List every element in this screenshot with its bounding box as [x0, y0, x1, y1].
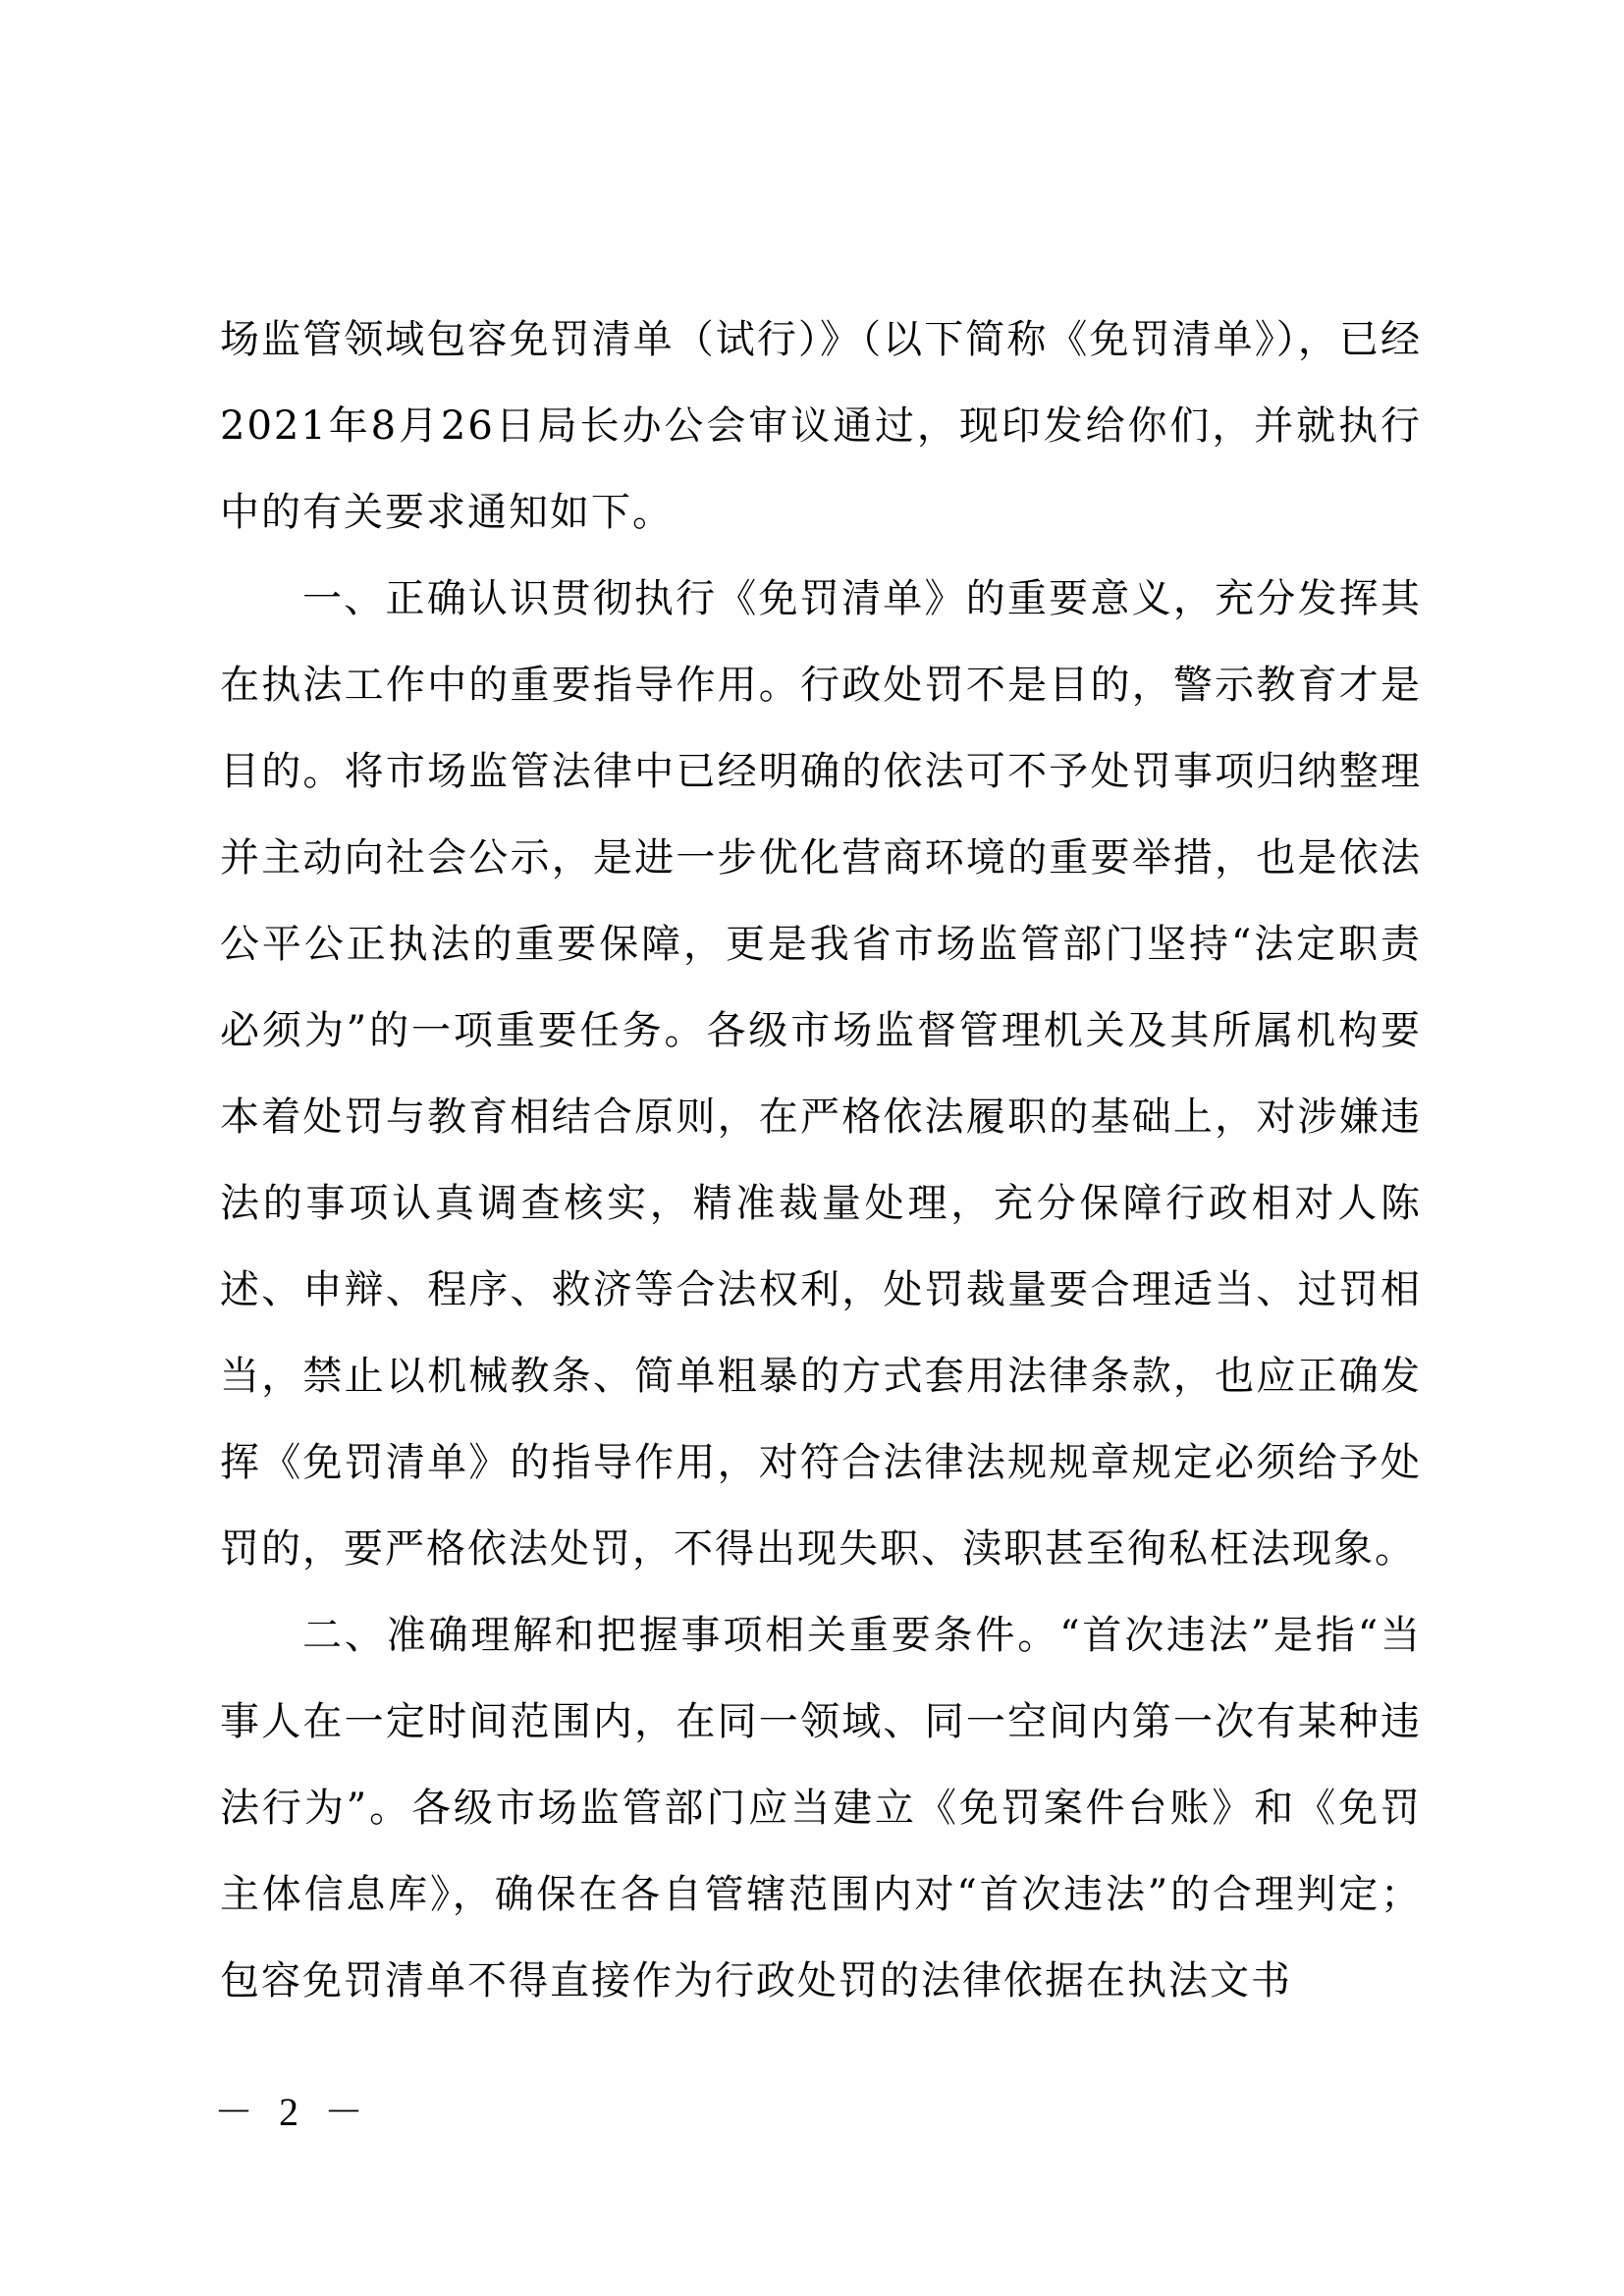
document-body — [220, 296, 1422, 2024]
paragraph-section-one: 一、正确认识贯彻执行《免罚清单》的重要意义，充分发挥其在执法工作中的重要指导作用。行政处罚不是目的，警示教育才是目的。将市场监管法律中已经明确的依法可不予处罚事项归纳整理并主动向社会公示，是进一步优化营商环境的重要举措，也是依法公平公正执法的重要保障，更是我省市场监管部门坚持“法定职责必须为”的一项重要任务。各级市场监督管理机关及其所属机构要本着处罚与教育相结合原则，在严格依法履职的基础上，对涉嫌违法的事项认真调查核实，精准裁量处理，充分保障行政相对人陈述、申辩、程序、救济等合法权利，处罚裁量要合理适当、过罚相当，禁止以机械教条、简单粗暴的方式套用法律条款，也应正确发挥《免罚清单》的指导作用，对符合法律法规规章规定必须给予处罚的，要严格依法处罚，不得出现失职、渎职甚至徇私枉法现象。 — [220, 576, 1422, 1572]
paragraph-section-two: 二、准确理解和把握事项相关重要条件。“首次违法”是指“当事人在一定时间范围内，在同一领域、同一空间内第一次有某种违法行为”。各级市场监管部门应当建立《免罚案件台账》和《免罚主体信息库》，确保在各自管辖范围内对“首次违法”的合理判定；包容免罚清单不得直接作为行政处罚的法律依据在执法文书 — [220, 1613, 1422, 2003]
page-number: － 2 － — [214, 2090, 371, 2134]
paragraph-continuation: 场监管领域包容免罚清单（试行）》（以下简称《免罚清单》），已经2021年8月26日局长办公会审议通过，现印发给你们，并就执行中的有关要求通知如下。 — [220, 317, 1422, 535]
